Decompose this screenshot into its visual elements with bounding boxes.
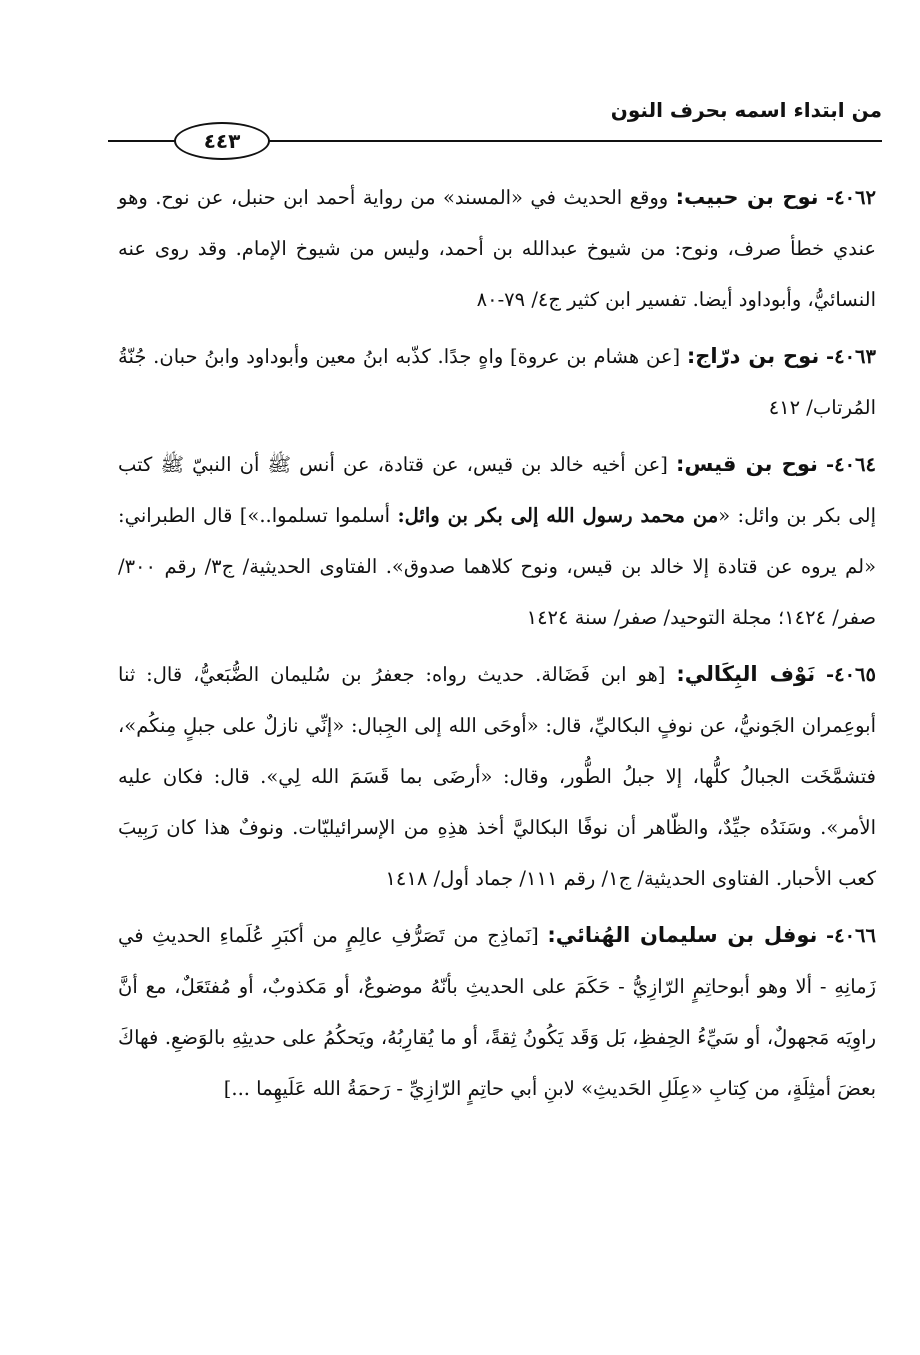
entry-text-continued: أسلموا تسلموا..»] قال الطبراني: «لم يروه عن قتادة إلا خالد بن قيس، ونوح كلاهما صدوق». الفتاوى الحديثية/ ج٣/ رقم ٣٠٠/ صفر/ ١٤٢٤؛ مجلة التوحيد/ صفر/ سنة ١٤٢٤ (118, 504, 876, 629)
entry-name: نوح بن قيس: (676, 452, 818, 476)
entry-number: ٤٠٦٤- (826, 453, 876, 476)
entry-number: ٤٠٦٥- (826, 663, 877, 686)
entry-4064 (118, 439, 876, 643)
entry-name: نوح بن درّاج: (686, 344, 820, 368)
entry-name: نوفل بن سليمان الهُنائي: (547, 923, 818, 947)
entry-text: [هو ابن فَضَالة. حديث رواه: جعفرُ بن سُليمان الضُّبَعيُّ، قال: ثنا أبوعِمران الجَونيُّ، عن نوفٍ البكاليِّ، قال: «أوحَى الله إلى الجِبال: «إنِّي نازلٌ على جبلٍ مِنكُم»، فتشمَّخَت الجبالُ كلُّها، إلا جبلُ الطُّور، وقال: «أرضَى بما قَسَمَ الله لِي». قال: فكان عليه الأمر». وسَنَدُه جيِّدٌ، والظّاهر أن نوفًا البكاليَّ أخذ هذِهِ من الإسرائيليّات. ونوفٌ هذا كان رَبِيبَ كعب الأحبار. الفتاوى الحديثية/ ج١/ رقم ١١١/ جماد أول/ ١٤١٨ (118, 663, 876, 890)
page-header (108, 96, 882, 156)
entry-4062 (118, 172, 876, 325)
entry-text: [عن هشام بن عروة] واهٍ جدًا. كذّبه ابنُ معين وأبوداود وابنُ حبان. جُنّةُ المُرتاب/ ٤١٢ (118, 345, 876, 419)
page-number: ٤٤٣ (174, 122, 270, 160)
entry-name: نَوْف البِكَالي: (676, 662, 816, 686)
entry-4065 (118, 649, 876, 904)
entry-name: نوح بن حبيب: (675, 185, 819, 209)
page-body (118, 172, 876, 1120)
entry-emphasis: من محمد رسول الله إلى بكر بن وائل: (397, 504, 719, 527)
entry-text: ووقع الحديث في «المسند» من رواية أحمد ابن حنبل، عن نوح. وهو عندي خطأ صرف، ونوح: من شيوخ عبدالله بن أحمد، وليس من شيوخ الإمام. وقد روى عنه النسائيُّ، وأبوداود أيضا. تفسير ابن كثير ج٤/ ٧٩-٨٠ (118, 186, 876, 311)
entry-number: ٤٠٦٣- (826, 345, 876, 368)
entry-4063 (118, 331, 876, 433)
entry-number: ٤٠٦٦- (826, 924, 876, 947)
entry-text: [نَماذِج من تَصَرُّفِ عالِمٍ من أكبَرِ عُلَماءِ الحديثِ في زَمانِهِ - ألا وهو أبوحاتِمٍ الرّازِيُّ - حَكَمَ على الحديثِ بأنّهُ موضوعٌ، أو مَكذوبٌ، أو مُفتَعَلٌ، مع أنَّ راوِيَه مَجهولٌ، أو سَيِّءُ الحِفظِ، بَل وَقَد يَكُونُ ثِقةً، أو ما يُقارِبُهُ، ويَحكُمُ على حديثِهِ بالوَضعِ. فهاكَ بعضَ أمثِلَةٍ، من كِتابِ «عِلَلِ الحَديثِ» لابنِ أبي حاتِمٍ الرّازِيِّ - رَحمَةُ الله عَلَيهِما ...] (118, 924, 876, 1100)
running-title: من ابتداء اسمه بحرف النون (610, 98, 882, 122)
entry-4066 (118, 910, 876, 1114)
entry-text: [عن أخيه خالد بن قيس، عن قتادة، عن أنس ﷺ أن النبيّ ﷺ كتب إلى بكر بن وائل: « (118, 453, 877, 527)
entry-number: ٤٠٦٢- (826, 186, 876, 209)
